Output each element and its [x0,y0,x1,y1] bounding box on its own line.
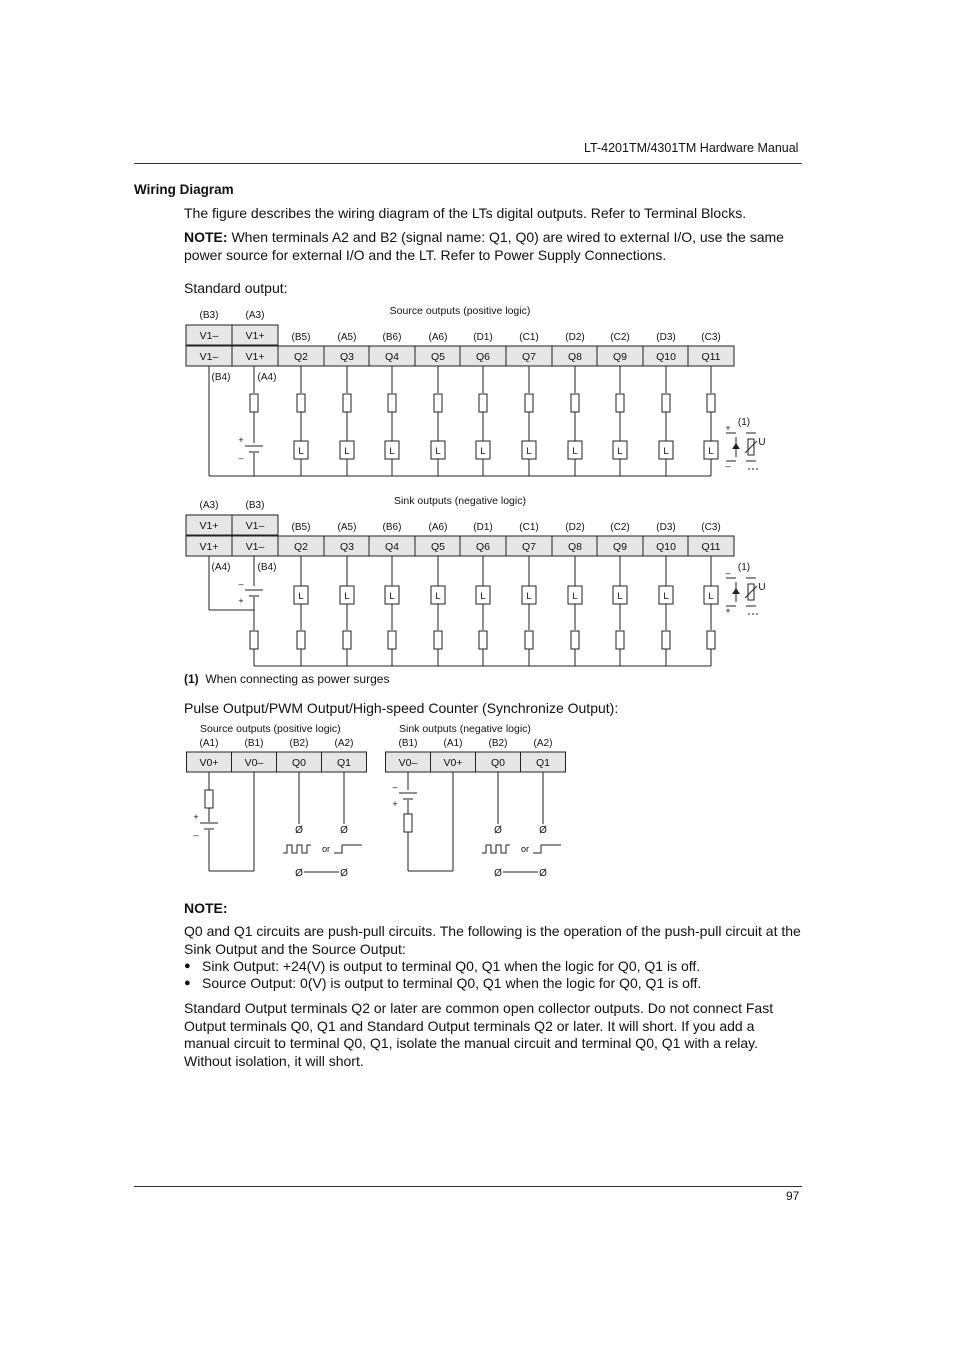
output-code: (C2) [610,332,630,343]
pulse-terminal-code: (A2) [334,738,354,749]
fuse-symbol [297,394,305,412]
load-label: L [435,591,441,602]
pulse-terminal-code: (A2) [533,738,553,749]
figure-footnote [184,672,389,686]
fuse-symbol [616,631,624,649]
output-terminal-label: Q2 [293,351,309,363]
bottom-left-terminal-label: V1+ [199,541,219,553]
note2-paragraph1: Q0 and Q1 circuits are push-pull circuits. The following is the operation of the push-pull circuit at the Sink Output and the Source Output: [184,923,801,957]
output-terminal-label: Q5 [430,541,446,553]
pulse-terminal-label: Q1 [336,757,352,769]
output-terminal-label: Q10 [656,541,676,553]
note2-label: NOTE: [184,900,228,916]
bottom-left-terminal-label: V1– [199,351,219,363]
load-label: L [389,446,395,457]
pulse-diagram-title: Source outputs (positive logic) [200,723,341,735]
output-terminal-label: Q6 [475,541,491,553]
output-terminal-label: Q7 [521,351,537,363]
surge-minus: – [725,461,731,471]
load-label: L [298,591,304,602]
output-terminal-label: Q10 [656,351,676,363]
top-left-terminal-label: V1– [199,330,219,342]
terminal-code: (B4) [257,562,277,573]
pulse-waveform [283,845,311,853]
terminal-code: (A3) [245,310,265,321]
surge-label: (1) [737,562,751,573]
fuse-symbol [250,631,258,649]
note2-paragraph2: Standard Output terminals Q2 or later are common open collector outputs. Do not connect Fast Output terminals Q0, Q1 and Standard Output terminals Q2 or later. It will short. If you add a manual circuit to terminal Q0, Q1, isolate the manual circuit and terminal Q0, Q1 with a relay. Without isolation, it will short. [184,1000,774,1069]
load-label: L [480,591,486,602]
note2-bullet-sink: ● Sink Output: +24(V) is output to terminal Q0, Q1 when the logic for Q0, Q1 is off. [184,958,804,975]
section-title: Wiring Diagram [134,182,234,197]
surge-plus: + [725,606,731,616]
footer-rule [134,1186,802,1187]
pulse-terminal-code: (A1) [443,738,463,749]
output-code: (A5) [337,332,357,343]
output-terminal-label: Q8 [567,351,583,363]
surge-u-label: U [758,582,766,593]
fuse-symbol [343,394,351,412]
page-number: 97 [786,1189,800,1203]
output-code: (A6) [428,522,448,533]
output-terminal-label: Q4 [384,351,400,363]
output-terminal-label: Q9 [612,351,628,363]
output-terminal-label: Q9 [612,541,628,553]
fuse-symbol [525,631,533,649]
load-label: L [708,591,714,602]
top-left-terminal-label: V1+ [245,330,265,342]
pulse-or-label: or [520,844,530,854]
note1-text: When terminals A2 and B2 (signal name: Q1, Q0) are wired to external I/O, use the same power source for external I/O and the LT. Refer to Power Supply Connections. [184,229,784,263]
note2-bullets [184,958,804,992]
load-label: L [298,446,304,457]
fuse-symbol [571,631,579,649]
load-label: L [526,591,532,602]
output-code: (C1) [519,522,539,533]
pulse-terminal-label: V0– [398,757,418,769]
pulse-diagram-title: Sink outputs (negative logic) [399,723,531,735]
pulse-terminal-label: Q0 [291,757,307,769]
fuse-symbol [297,631,305,649]
load-label: L [572,446,578,457]
load-label: L [663,591,669,602]
load-label: L [708,446,714,457]
pulse-terminal-code: (B1) [244,738,264,749]
fuse-symbol [388,631,396,649]
load-label: L [344,446,350,457]
load-label: L [663,446,669,457]
output-code: (A6) [428,332,448,343]
load-label: L [617,446,623,457]
fuse-symbol [434,631,442,649]
surge-diode [732,443,740,449]
note2-bullet-source: ● Source Output: 0(V) is output to terminal Q0, Q1 when the logic for Q0, Q1 is off. [184,975,804,992]
diagram-title: Source outputs (positive logic) [389,305,531,317]
pulse-terminal-symbol: Ø [295,825,303,836]
output-terminal-label: Q2 [293,541,309,553]
battery-plus-sign: + [238,596,244,606]
top-left-terminal-label: V1– [245,520,265,532]
battery-plus-sign: + [392,799,398,809]
battery-minus-sign: – [193,830,199,840]
battery-plus-sign: + [193,812,199,822]
output-code: (D2) [565,332,585,343]
pulse-terminal-label: V0+ [443,757,463,769]
pulse-terminal-symbol: Ø [494,868,502,879]
diagram-title: Sink outputs (negative logic) [394,495,526,507]
fuse-symbol [479,394,487,412]
output-code: (C3) [701,522,721,533]
fuse-symbol [434,394,442,412]
surge-diode [732,588,740,594]
load-label: L [480,446,486,457]
load-label: L [389,591,395,602]
note1-label: NOTE: [184,229,228,245]
surge-label: (1) [737,417,751,428]
output-terminal-label: Q5 [430,351,446,363]
pulse-terminal-symbol: Ø [295,868,303,879]
load-label: L [435,446,441,457]
fuse-symbol [250,394,258,412]
pulse-terminal-symbol: Ø [539,825,547,836]
pulse-terminal-label: Q1 [535,757,551,769]
pulse-terminal-code: (B1) [398,738,418,749]
fuse-symbol [662,394,670,412]
bottom-left-terminal-label: V1– [245,541,265,553]
pulse-terminal-symbol: Ø [340,868,348,879]
pulse-terminal-label: V0+ [199,757,219,769]
pulse-terminal-symbol: Ø [340,825,348,836]
surge-minus: – [725,568,731,578]
pulse-heading: Pulse Output/PWM Output/High-speed Counter (Synchronize Output): [184,700,619,716]
top-left-terminal-label: V1+ [199,520,219,532]
battery-minus-sign: – [392,782,398,792]
output-code: (C3) [701,332,721,343]
terminal-code: (B3) [245,500,265,511]
fuse-symbol [662,631,670,649]
output-terminal-label: Q11 [701,351,721,363]
surge-u-label: U [758,437,766,448]
output-code: (D1) [473,332,493,343]
header-rule [134,163,802,164]
output-code: (D1) [473,522,493,533]
output-terminal-label: Q6 [475,351,491,363]
terminal-code: (B3) [199,310,219,321]
output-code: (D3) [656,332,676,343]
output-code: (A5) [337,522,357,533]
fuse-symbol [707,394,715,412]
fuse-symbol [343,631,351,649]
terminal-code: (B4) [211,372,231,383]
sink-outputs-diagram [0,490,954,675]
output-terminal-label: Q4 [384,541,400,553]
standard-output-label: Standard output: [184,280,288,296]
footnote-text: When connecting as power surges [205,672,390,686]
battery-minus-sign: – [238,453,244,463]
load-label: L [617,591,623,602]
pulse-waveform [482,845,510,853]
pulse-terminal-symbol: Ø [494,825,502,836]
fuse-symbol [571,394,579,412]
output-terminal-label: Q3 [339,351,355,363]
output-code: (C1) [519,332,539,343]
fuse-symbol [707,631,715,649]
source-outputs-diagram [0,300,954,480]
pulse-terminal-code: (A1) [199,738,219,749]
footnote-marker: (1) [184,672,199,686]
pulse-terminal-label: V0– [244,757,264,769]
fuse-symbol [388,394,396,412]
bottom-left-terminal-label: V1+ [245,351,265,363]
fuse-symbol [616,394,624,412]
output-code: (D2) [565,522,585,533]
surge-plus: + [725,423,731,433]
output-terminal-label: Q3 [339,541,355,553]
output-code: (C2) [610,522,630,533]
battery-minus-sign: – [238,579,244,589]
battery-plus-sign: + [238,435,244,445]
terminal-code: (A4) [257,372,277,383]
output-code: (B6) [382,332,402,343]
load-label: L [526,446,532,457]
fuse-symbol [479,631,487,649]
terminal-code: (A4) [211,562,231,573]
pulse-or-label: or [321,844,331,854]
output-code: (B5) [291,522,311,533]
pulse-terminal-code: (B2) [289,738,309,749]
terminal-code: (A3) [199,500,219,511]
step-waveform [334,845,362,853]
header-manual-title: LT-4201TM/4301TM Hardware Manual [584,141,799,155]
pulse-outputs-diagram [0,718,954,888]
pulse-terminal-symbol: Ø [539,868,547,879]
load-label: L [572,591,578,602]
output-terminal-label: Q11 [701,541,721,553]
output-code: (B5) [291,332,311,343]
note1-paragraph [184,229,804,264]
fuse-symbol [525,394,533,412]
output-code: (D3) [656,522,676,533]
intro-paragraph: The figure describes the wiring diagram of the LTs digital outputs. Refer to Terminal Blocks. [184,205,747,221]
output-code: (B6) [382,522,402,533]
pulse-terminal-label: Q0 [490,757,506,769]
pulse-terminal-code: (B2) [488,738,508,749]
step-waveform [533,845,561,853]
fuse-symbol [404,814,412,832]
load-label: L [344,591,350,602]
output-terminal-label: Q7 [521,541,537,553]
output-terminal-label: Q8 [567,541,583,553]
fuse-symbol [205,790,213,808]
